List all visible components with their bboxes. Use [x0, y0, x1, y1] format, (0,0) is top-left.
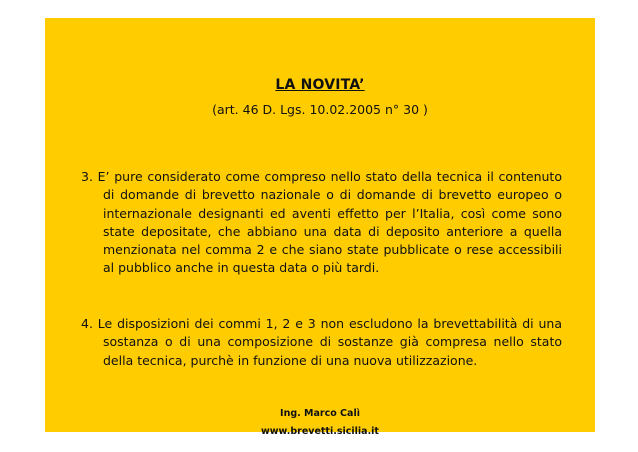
- paragraph-comma-3: 3. E’ pure considerato come compreso nello stato della tecnica il contenuto di domande di brevetto nazionale o di domande di brevetto europeo o internazionale designanti ed aventi effetto per l’Italia, così come sono state depositate, che abbiano una data di deposito anteriore a quella menzionata nel comma 2 e che siano state pubblicate o rese accessibili al pubblico anche in questa data o più tardi.: [81, 169, 562, 276]
- footer-website: www.brevetti.sicilia.it: [261, 426, 379, 437]
- paragraph-comma-4: 4. Le disposizioni dei commi 1, 2 e 3 non escludono la brevettabilità di una sostanza o di una composizione di sostanze già compresa nello stato della tecnica, purchè in funzione di una nuova utilizzazione.: [81, 316, 562, 368]
- slide-title: LA NOVITA’: [275, 77, 365, 93]
- slide-subtitle: (art. 46 D. Lgs. 10.02.2005 n° 30 ): [212, 102, 428, 117]
- slide: [45, 18, 595, 437]
- footer-author: Ing. Marco Calì: [280, 408, 360, 419]
